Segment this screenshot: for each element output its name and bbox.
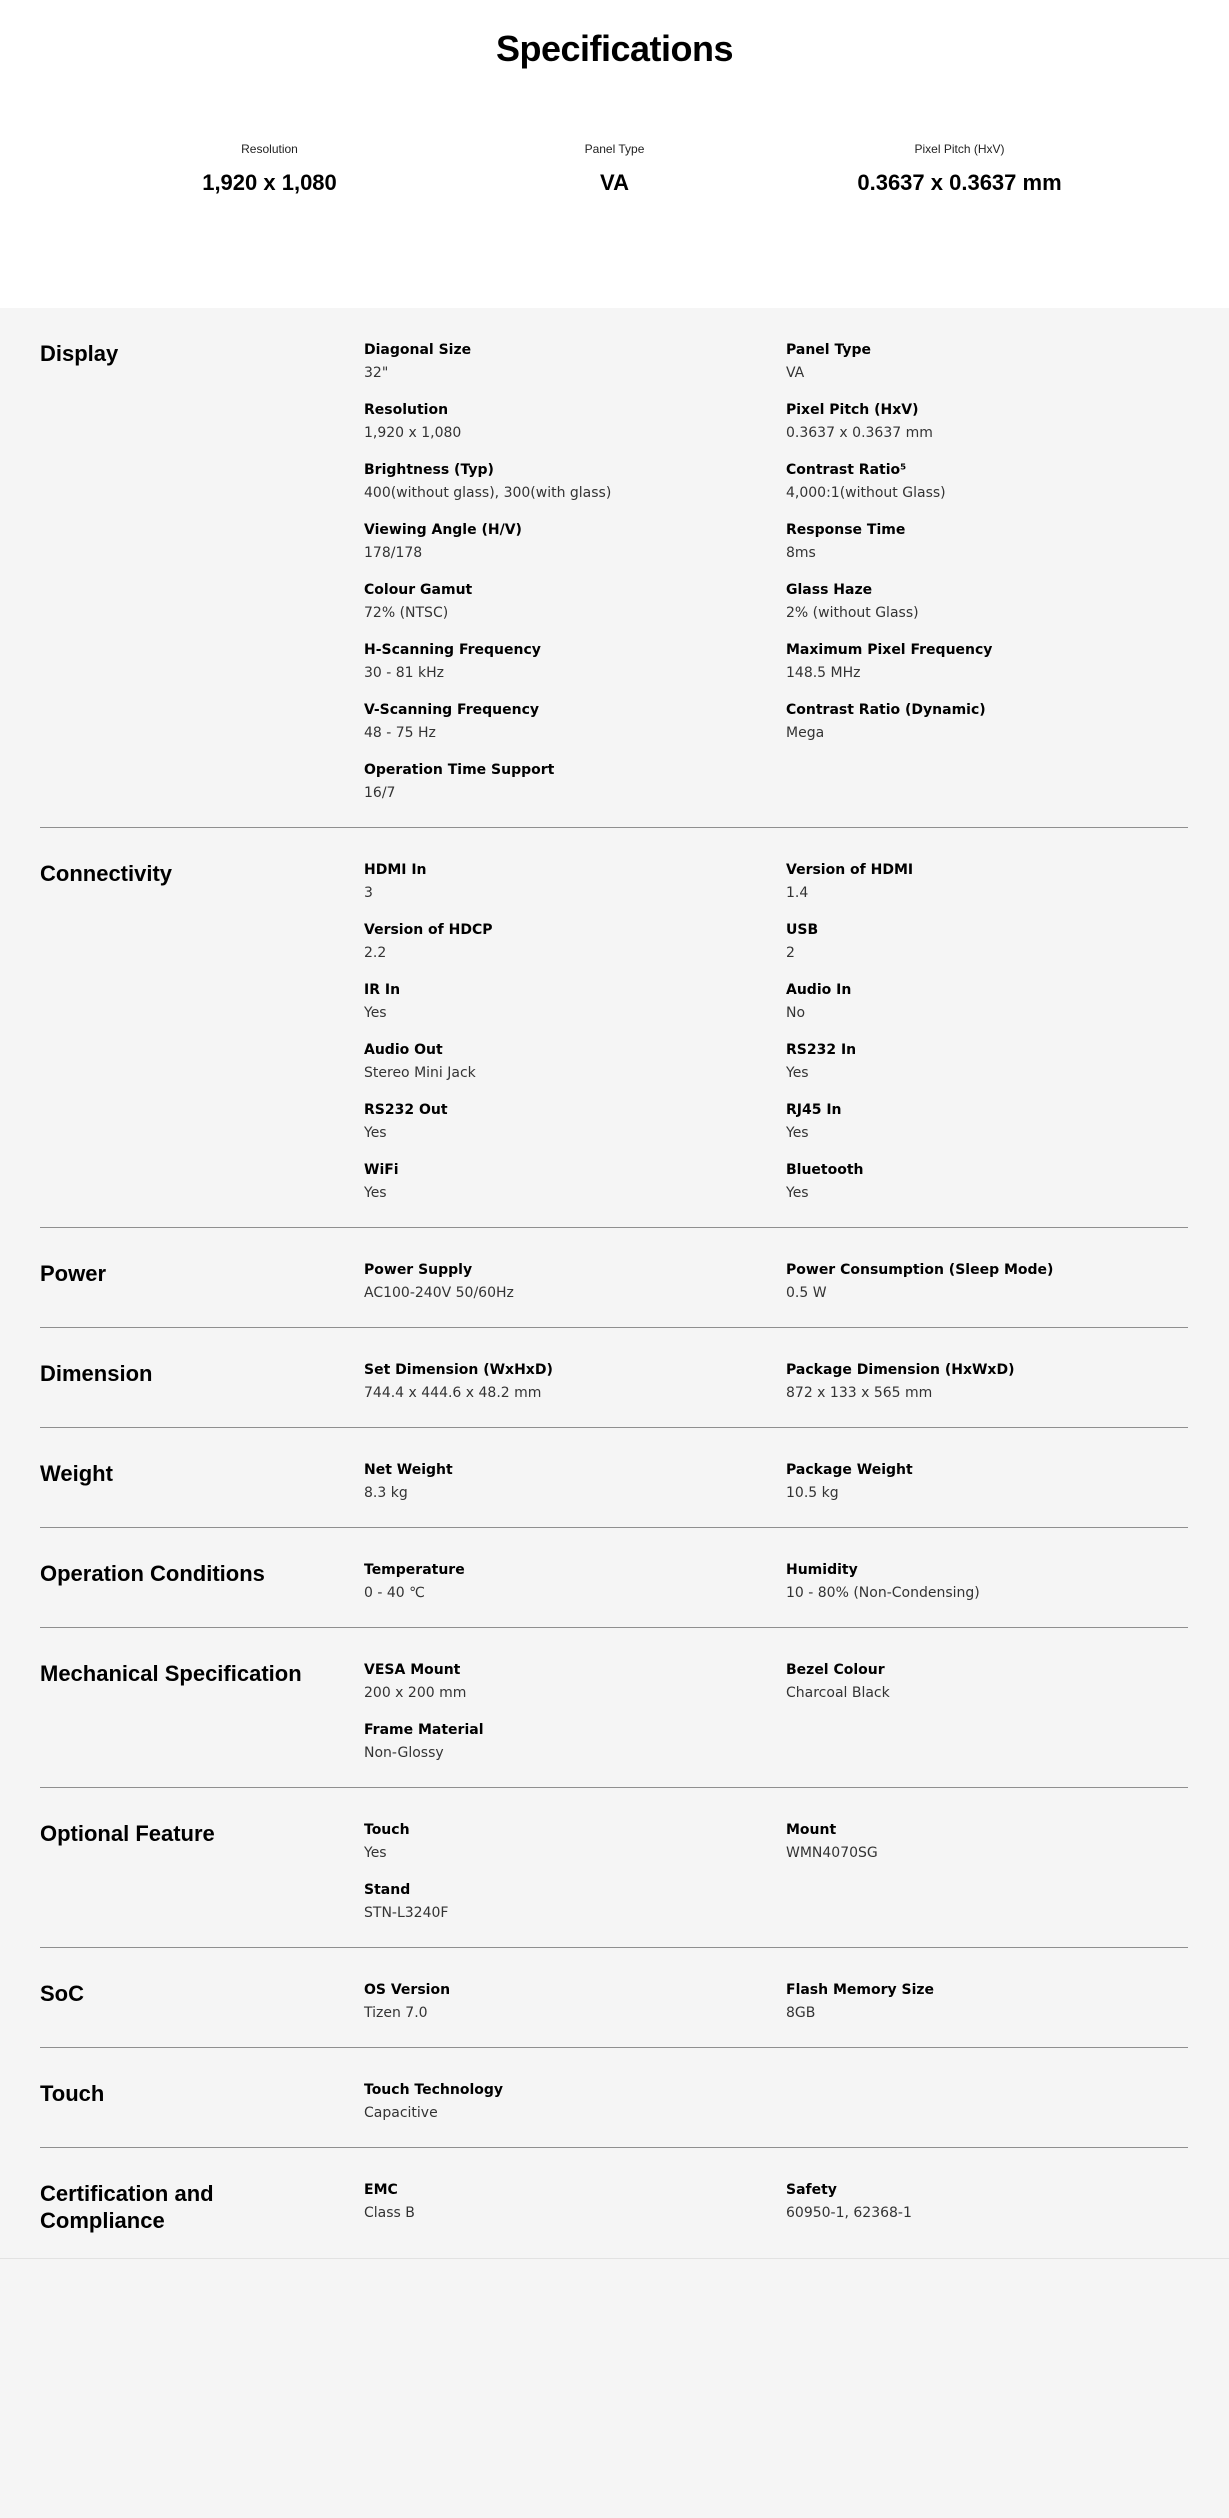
- spec-label: EMC: [364, 2182, 398, 2198]
- spec-value: VA: [786, 365, 805, 381]
- section-title: Optional Feature: [40, 1821, 215, 1846]
- spec-value: Yes: [364, 1185, 387, 1201]
- spec-value: 10 - 80% (Non-Condensing): [786, 1585, 980, 1601]
- spec-label: Viewing Angle (H/V): [364, 522, 522, 538]
- spec-label: Diagonal Size: [364, 342, 472, 358]
- spec-grid: [364, 1660, 1188, 1764]
- spec-item: [364, 2080, 786, 2124]
- spec-label: Pixel Pitch (HxV): [786, 402, 919, 418]
- highlight-value: 1,920 x 1,080: [202, 170, 337, 195]
- spec-value: 1.4: [786, 885, 809, 901]
- spec-value: Yes: [786, 1185, 809, 1201]
- spec-value: 4,000:1(without Glass): [786, 485, 946, 501]
- spec-label: Resolution: [364, 402, 449, 418]
- key-highlights: [0, 142, 1229, 196]
- spec-grid: [364, 1360, 1188, 1404]
- spec-item: [786, 1160, 1188, 1204]
- spec-grid: [364, 1460, 1188, 1504]
- spec-item: [364, 980, 786, 1024]
- spec-section: [40, 1428, 1188, 1528]
- spec-label: Contrast Ratio (Dynamic): [786, 702, 986, 718]
- footer-band: [0, 2258, 1229, 2409]
- spec-value: Charcoal Black: [786, 1685, 890, 1701]
- spec-label: Temperature: [364, 1562, 465, 1578]
- spec-value: 60950-1, 62368-1: [786, 2205, 912, 2221]
- spec-label: Power Supply: [364, 1262, 473, 1278]
- spec-label: HDMI In: [364, 862, 427, 878]
- spec-item: [364, 1880, 786, 1924]
- spec-label: RS232 Out: [364, 1102, 448, 1118]
- highlight-label: Panel Type: [584, 142, 645, 156]
- spec-label: Package Dimension (HxWxD): [786, 1362, 1015, 1378]
- spec-item: [364, 1360, 786, 1404]
- spec-value: 148.5 MHz: [786, 665, 861, 681]
- spec-label: Version of HDMI: [786, 862, 914, 878]
- spec-value: 2% (without Glass): [786, 605, 919, 621]
- spec-label: Power Consumption (Sleep Mode): [786, 1262, 1054, 1278]
- spec-label: Audio Out: [364, 1042, 443, 1058]
- spec-item: [364, 1460, 786, 1504]
- section-title: Operation Conditions: [40, 1561, 265, 1586]
- spec-value: Tizen 7.0: [364, 2005, 428, 2021]
- spec-section: [40, 1528, 1188, 1628]
- spec-label: VESA Mount: [364, 1662, 461, 1678]
- spec-item: [364, 580, 786, 624]
- spec-grid: [364, 2180, 1188, 2234]
- spec-value: 8.3 kg: [364, 1485, 408, 1501]
- specifications-header: [0, 0, 1229, 308]
- spec-item: [364, 520, 786, 564]
- spec-item: [364, 400, 786, 444]
- spec-value: 0 - 40 ℃: [364, 1585, 425, 1601]
- spec-item: [364, 1660, 786, 1704]
- spec-label: Bezel Colour: [786, 1662, 885, 1678]
- spec-value: Yes: [364, 1845, 387, 1861]
- spec-value: 2: [786, 945, 795, 961]
- spec-section: [40, 1948, 1188, 2048]
- spec-value: 30 - 81 kHz: [364, 665, 445, 681]
- spec-grid: [364, 340, 1188, 804]
- spec-item: [364, 1160, 786, 1204]
- spec-item: [786, 520, 1188, 564]
- section-title: Touch: [40, 2081, 105, 2106]
- spec-label: Package Weight: [786, 1462, 913, 1478]
- spec-label: IR In: [364, 982, 401, 998]
- spec-value: WMN4070SG: [786, 1845, 878, 1861]
- spec-value: Non-Glossy: [364, 1745, 444, 1761]
- spec-grid: [364, 860, 1188, 1204]
- spec-label: Colour Gamut: [364, 582, 473, 598]
- spec-item: [364, 1980, 786, 2024]
- spec-item: [786, 340, 1188, 384]
- spec-label: Mount: [786, 1822, 837, 1838]
- spec-sections: [0, 308, 1229, 2258]
- spec-label: RS232 In: [786, 1042, 857, 1058]
- highlight-label: Pixel Pitch (HxV): [914, 142, 1005, 156]
- spec-section: [40, 1328, 1188, 1428]
- spec-value: 744.4 x 444.6 x 48.2 mm: [364, 1385, 542, 1401]
- spec-item: [786, 580, 1188, 624]
- spec-item: [786, 400, 1188, 444]
- spec-item: [786, 1040, 1188, 1084]
- spec-value: No: [786, 1005, 806, 1021]
- spec-item: [364, 1820, 786, 1864]
- highlight-value: VA: [600, 170, 629, 195]
- spec-label: Audio In: [786, 982, 852, 998]
- section-title: Dimension: [40, 1361, 153, 1386]
- spec-label: OS Version: [364, 1982, 451, 1998]
- spec-item: [364, 700, 786, 744]
- spec-item: [364, 2180, 786, 2234]
- spec-item: [364, 760, 786, 804]
- spec-value: Yes: [786, 1125, 809, 1141]
- spec-label: Operation Time Support: [364, 762, 555, 778]
- highlight-value: 0.3637 x 0.3637 mm: [857, 170, 1062, 195]
- spec-item: [786, 700, 1188, 744]
- spec-label: Touch Technology: [364, 2082, 504, 2098]
- spec-item: [786, 1980, 1188, 2024]
- spec-value: 72% (NTSC): [364, 605, 449, 621]
- spec-label: Panel Type: [786, 342, 871, 358]
- highlight-label: Resolution: [241, 142, 298, 156]
- section-title: Power: [40, 1261, 107, 1286]
- section-title: Weight: [40, 1461, 113, 1486]
- spec-value: 2.2: [364, 945, 387, 961]
- spec-label: Frame Material: [364, 1722, 484, 1738]
- section-title: Connectivity: [40, 861, 173, 886]
- spec-label: Safety: [786, 2182, 837, 2198]
- spec-item: [786, 920, 1188, 964]
- spec-item: [786, 1660, 1188, 1704]
- page-title: Specifications: [495, 28, 734, 69]
- spec-label: RJ45 In: [786, 1102, 842, 1118]
- spec-value: 3: [364, 885, 373, 901]
- spec-value: 32": [364, 365, 389, 381]
- spec-item: [786, 980, 1188, 1024]
- spec-value: 8GB: [786, 2005, 816, 2021]
- spec-item: [786, 1260, 1188, 1304]
- spec-item: [786, 1460, 1188, 1504]
- spec-label: Touch: [364, 1822, 410, 1838]
- spec-item: [786, 1820, 1188, 1864]
- spec-label: Version of HDCP: [364, 922, 493, 938]
- spec-grid: [364, 1560, 1188, 1604]
- spec-value: Yes: [786, 1065, 809, 1081]
- spec-label: Net Weight: [364, 1462, 453, 1478]
- spec-value: Stereo Mini Jack: [364, 1065, 476, 1081]
- spec-item: [364, 640, 786, 684]
- spec-section: [40, 1228, 1188, 1328]
- highlight-item: [97, 142, 442, 196]
- spec-label: Glass Haze: [786, 582, 873, 598]
- spec-label: V-Scanning Frequency: [364, 702, 539, 718]
- spec-section: [40, 2048, 1188, 2148]
- spec-value: 10.5 kg: [786, 1485, 839, 1501]
- spec-item: [364, 340, 786, 384]
- spec-value: 400(without glass), 300(with glass): [364, 485, 612, 501]
- spec-label: USB: [786, 922, 819, 938]
- spec-item: [364, 1560, 786, 1604]
- spec-item: [364, 1720, 786, 1764]
- spec-label: Flash Memory Size: [786, 1982, 935, 1998]
- spec-value: AC100-240V 50/60Hz: [364, 1285, 514, 1301]
- spec-label: WiFi: [364, 1162, 399, 1178]
- spec-item: [786, 860, 1188, 904]
- spec-value: 16/7: [364, 785, 396, 801]
- spec-grid: [364, 1260, 1188, 1304]
- spec-item: [364, 860, 786, 904]
- section-title: SoC: [40, 1981, 84, 2006]
- spec-label: Brightness (Typ): [364, 462, 494, 478]
- spec-item: [364, 920, 786, 964]
- spec-value: 0.3637 x 0.3637 mm: [786, 425, 933, 441]
- spec-label: Contrast Ratio⁵: [786, 462, 907, 478]
- spec-value: STN-L3240F: [364, 1905, 449, 1921]
- spec-value: 48 - 75 Hz: [364, 725, 436, 741]
- section-title: Certification and Compliance: [40, 2181, 214, 2233]
- spec-value: 8ms: [786, 545, 816, 561]
- spec-label: Humidity: [786, 1562, 858, 1578]
- spec-section: [40, 828, 1188, 1228]
- spec-label: Maximum Pixel Frequency: [786, 642, 993, 658]
- spec-label: Response Time: [786, 522, 906, 538]
- spec-item: [364, 1040, 786, 1084]
- spec-item: [364, 1100, 786, 1144]
- spec-item: [786, 1100, 1188, 1144]
- spec-label: Bluetooth: [786, 1162, 864, 1178]
- spec-grid: [364, 2080, 1188, 2124]
- spec-label: Stand: [364, 1882, 411, 1898]
- spec-section: [40, 2148, 1188, 2258]
- spec-item: [786, 1360, 1188, 1404]
- spec-section: [40, 308, 1188, 828]
- highlight-item: [442, 142, 787, 196]
- spec-value: 178/178: [364, 545, 423, 561]
- spec-value: Yes: [364, 1005, 387, 1021]
- spec-value: 0.5 W: [786, 1285, 827, 1301]
- spec-item: [786, 640, 1188, 684]
- spec-value: Capacitive: [364, 2105, 438, 2121]
- spec-value: 200 x 200 mm: [364, 1685, 467, 1701]
- spec-item: [364, 1260, 786, 1304]
- spec-item: [786, 2180, 1188, 2234]
- spec-item: [786, 460, 1188, 504]
- spec-item: [364, 460, 786, 504]
- spec-label: H-Scanning Frequency: [364, 642, 541, 658]
- spec-grid: [364, 1820, 1188, 1924]
- spec-value: Class B: [364, 2205, 415, 2221]
- spec-grid: [364, 1980, 1188, 2024]
- spec-value: 872 x 133 x 565 mm: [786, 1385, 933, 1401]
- spec-section: [40, 1628, 1188, 1788]
- spec-label: Set Dimension (WxHxD): [364, 1362, 553, 1378]
- section-title: Display: [40, 341, 119, 366]
- spec-section: [40, 1788, 1188, 1948]
- spec-value: Mega: [786, 725, 825, 741]
- highlight-item: [787, 142, 1132, 196]
- spec-item: [786, 1560, 1188, 1604]
- spec-value: Yes: [364, 1125, 387, 1141]
- section-title: Mechanical Specification: [40, 1661, 302, 1686]
- spec-value: 1,920 x 1,080: [364, 425, 462, 441]
